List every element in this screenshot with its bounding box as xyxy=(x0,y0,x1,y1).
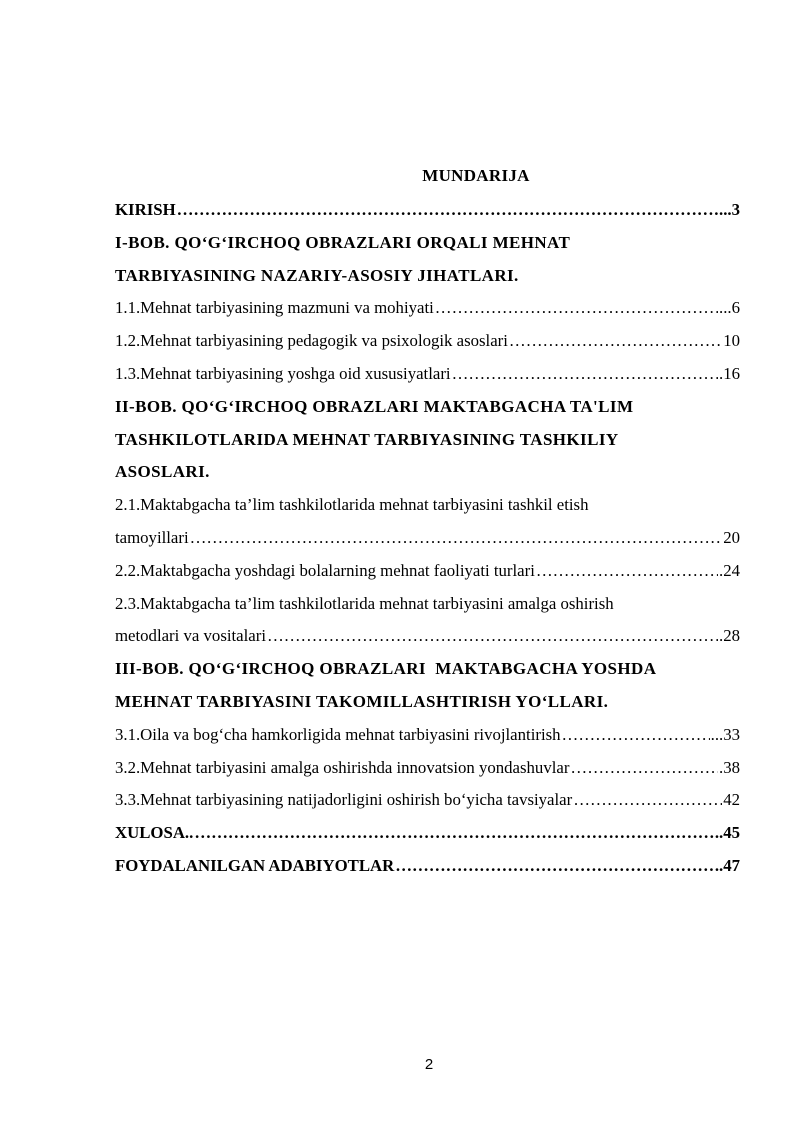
dot-leader xyxy=(190,526,723,549)
toc-entry-xulosa[interactable] xyxy=(115,821,740,854)
toc-entry-2-3-line-2[interactable] xyxy=(115,624,740,657)
toc-entry-title: 3.3.Mehnat tarbiyasining natijadorligini oshirish bo‘yicha tavsiyalar xyxy=(115,790,573,810)
toc-entry-title: XULOSA.. xyxy=(115,823,194,843)
toc-entry-title: metodlari va vositalari xyxy=(115,626,266,646)
toc-entry-title: 3.2.Mehnat tarbiyasini amalga oshirishda innovatsion yondashuvlar xyxy=(115,757,570,777)
toc-page-number: ...33 xyxy=(710,724,740,744)
toc-page-number: .28 xyxy=(719,626,740,646)
toc-page-number: .38 xyxy=(719,757,740,777)
dot-leader xyxy=(452,362,718,385)
table-of-contents xyxy=(115,198,740,887)
toc-chapter-title: I-BOB. QO‘G‘IRCHOQ OBRAZLARI ORQALI MEHNAT xyxy=(115,232,571,252)
toc-entry-3-3[interactable] xyxy=(115,788,740,821)
toc-chapter-1-line-2[interactable] xyxy=(115,264,740,297)
dot-leader xyxy=(573,788,722,811)
toc-entry-title: tamoyillari xyxy=(115,527,189,547)
toc-page-number: ..47 xyxy=(714,855,740,875)
toc-chapter-title: TASHKILOTLARIDA MEHNAT TARBIYASINING TASHKILIY xyxy=(115,429,619,449)
toc-entry-1-2[interactable] xyxy=(115,329,740,362)
toc-entry-title: 2.3.Maktabgacha ta’lim tashkilotlarida mehnat tarbiyasini amalga oshirish xyxy=(115,593,614,613)
toc-entry-adabiyotlar[interactable] xyxy=(115,854,740,887)
toc-chapter-3-line-1[interactable] xyxy=(115,657,740,690)
dot-leader xyxy=(194,821,714,844)
toc-entry-title: 1.3.Mehnat tarbiyasining yoshga oid xususiyatlari xyxy=(115,363,451,383)
dot-leader xyxy=(177,198,718,221)
toc-page-number: 42 xyxy=(723,790,740,810)
toc-page-number: ...3 xyxy=(719,200,740,219)
dot-leader xyxy=(395,854,714,877)
toc-entry-2-1-line-1[interactable] xyxy=(115,493,740,526)
toc-chapter-2-line-2[interactable] xyxy=(115,428,740,461)
toc-entry-kirish[interactable] xyxy=(115,198,740,231)
toc-entry-2-1-line-2[interactable] xyxy=(115,526,740,559)
dot-leader xyxy=(570,756,718,779)
toc-entry-3-1[interactable] xyxy=(115,723,740,756)
toc-entry-title: 3.1.Oila va bog‘cha hamkorligida mehnat tarbiyasini rivojlantirish xyxy=(115,724,561,744)
toc-entry-3-2[interactable] xyxy=(115,756,740,789)
toc-entry-title: KIRISH xyxy=(115,200,176,219)
toc-chapter-title: III-BOB. QO‘G‘IRCHOQ OBRAZLARI MAKTABGACHA YOSHDA xyxy=(115,659,657,679)
toc-chapter-title: II-BOB. QO‘G‘IRCHOQ OBRAZLARI MAKTABGACHA TA'LIM xyxy=(115,396,634,416)
toc-page-number: .24 xyxy=(719,560,740,580)
toc-chapter-title: MEHNAT TARBIYASINI TAKOMILLASHTIRISH YO‘LLARI. xyxy=(115,691,609,711)
toc-chapter-3-line-2[interactable] xyxy=(115,690,740,723)
toc-entry-title: 1.2.Mehnat tarbiyasining pedagogik va psixologik asoslari xyxy=(115,331,508,351)
toc-page-number: 10 xyxy=(723,331,740,351)
toc-page-number: .16 xyxy=(719,363,740,383)
toc-entry-2-2[interactable] xyxy=(115,559,740,592)
dot-leader xyxy=(562,723,710,746)
toc-page-number: ..45 xyxy=(714,823,740,843)
toc-chapter-title: TARBIYASINING NAZARIY-ASOSIY JIHATLARI. xyxy=(115,265,519,285)
toc-chapter-1-line-1[interactable] xyxy=(115,231,740,264)
dot-leader xyxy=(435,296,718,319)
page-number: 2 xyxy=(424,1056,434,1073)
toc-page-number: ...6 xyxy=(719,298,740,318)
toc-chapter-2-line-3[interactable] xyxy=(115,460,740,493)
toc-entry-title: 2.2.Maktabgacha yoshdagi bolalarning mehnat faoliyati turlari xyxy=(115,560,535,580)
dot-leader xyxy=(536,559,718,582)
dot-leader xyxy=(509,329,722,352)
toc-entry-2-3-line-1[interactable] xyxy=(115,592,740,625)
toc-entry-1-3[interactable] xyxy=(115,362,740,395)
toc-page-number: 20 xyxy=(723,527,740,547)
toc-entry-title: FOYDALANILGAN ADABIYOTLAR xyxy=(115,855,395,875)
toc-entry-title: 2.1.Maktabgacha ta’lim tashkilotlarida mehnat tarbiyasini tashkil etish xyxy=(115,495,589,515)
toc-chapter-title: ASOSLARI. xyxy=(115,462,210,482)
toc-entry-title: 1.1.Mehnat tarbiyasining mazmuni va mohiyati xyxy=(115,298,434,318)
toc-chapter-2-line-1[interactable] xyxy=(115,395,740,428)
toc-entry-1-1[interactable] xyxy=(115,296,740,329)
page-title: MUNDARIJA xyxy=(422,166,530,185)
dot-leader xyxy=(267,624,718,647)
